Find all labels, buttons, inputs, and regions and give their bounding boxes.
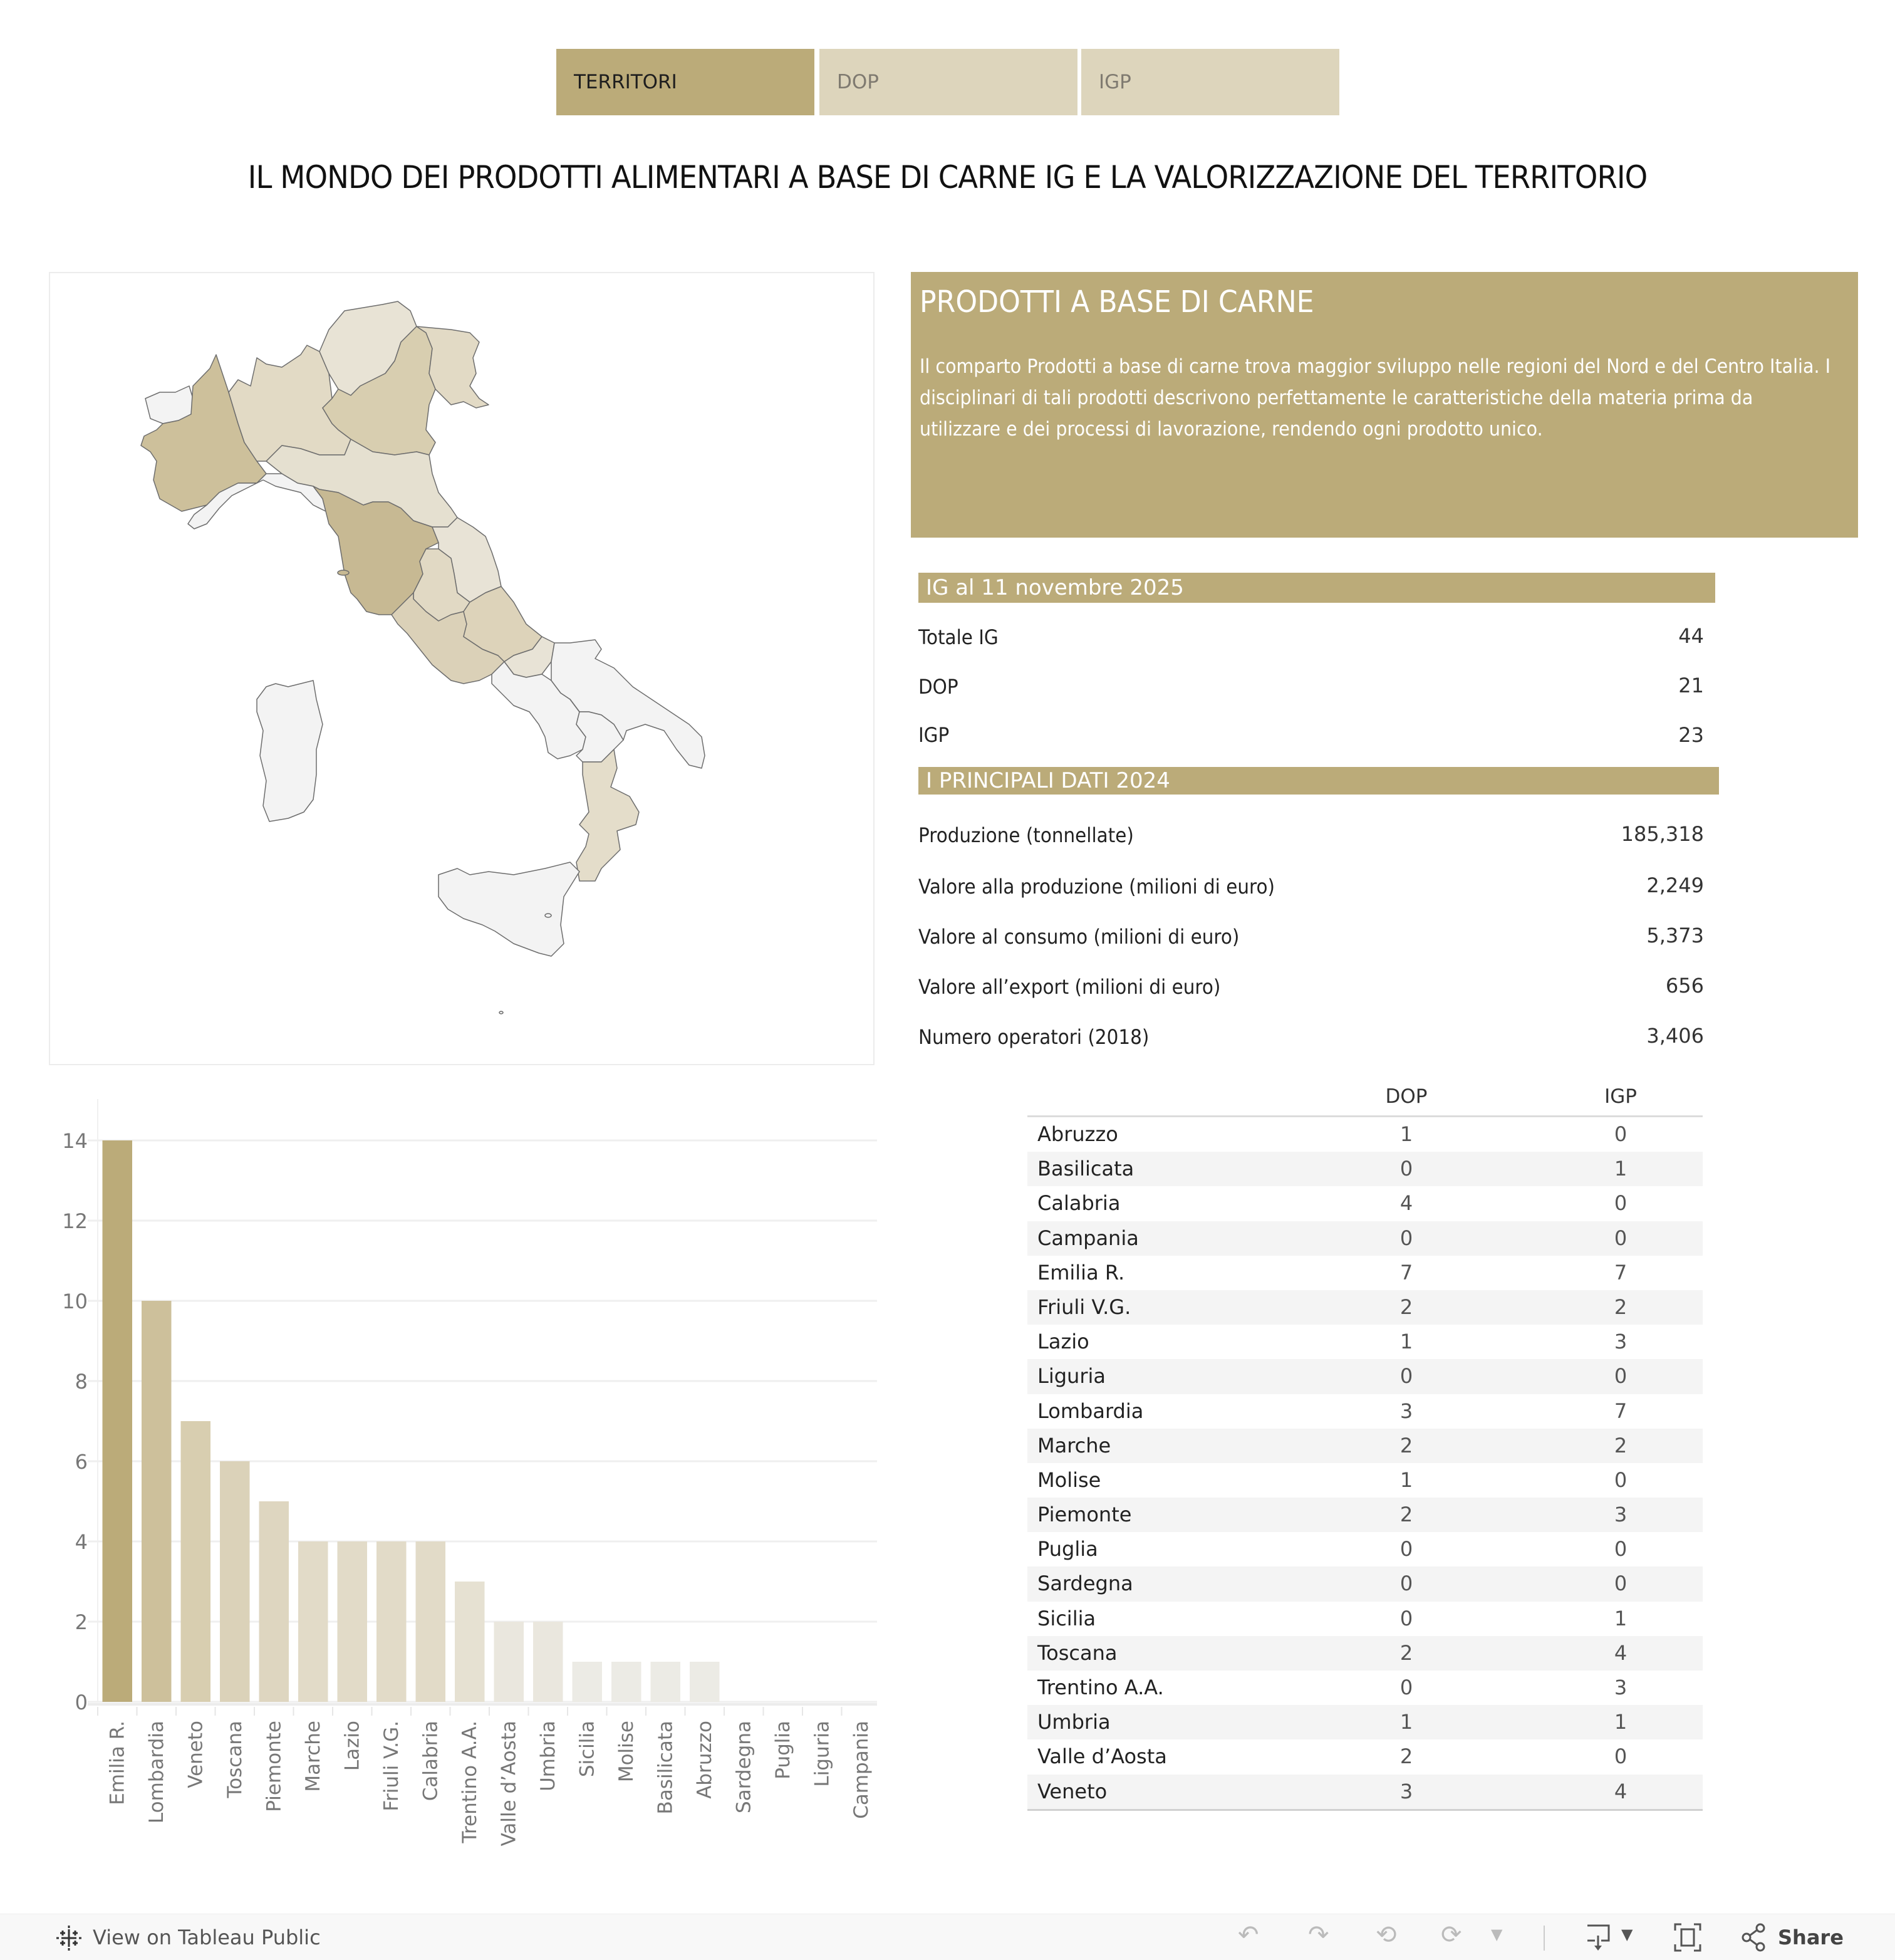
stat-label-igp: IGP — [918, 723, 950, 747]
region-name: Trentino A.A. — [1037, 1676, 1164, 1699]
redo-icon[interactable]: ↷ — [1308, 1921, 1329, 1949]
refresh-dropdown-icon[interactable]: ▼ — [1491, 1926, 1503, 1943]
ig-section-header — [918, 573, 1715, 603]
dati-section-title: I PRINCIPALI DATI 2024 — [926, 768, 1170, 793]
info-panel — [911, 272, 1858, 538]
dop-count: 3 — [1399, 1779, 1413, 1803]
info-heading: PRODOTTI A BASE DI CARNE — [920, 284, 1314, 320]
table-bottom-border — [1027, 1809, 1703, 1811]
dop-count: 0 — [1399, 1364, 1413, 1389]
region-name: Calabria — [1037, 1191, 1121, 1216]
dop-count: 0 — [1399, 1157, 1413, 1181]
y-tick-label: 6 — [75, 1450, 88, 1474]
x-category-label: Piemonte — [262, 1721, 286, 1812]
dop-count: 2 — [1399, 1744, 1413, 1769]
x-category-label: Toscana — [223, 1721, 246, 1798]
region-name: Valle d’Aosta — [1037, 1744, 1167, 1769]
bar[interactable] — [416, 1541, 446, 1702]
region-name: Sicilia — [1037, 1606, 1096, 1630]
y-tick-label: 14 — [62, 1129, 88, 1153]
x-category-label: Emilia R. — [106, 1721, 129, 1805]
x-category-label: Basilicata — [654, 1721, 677, 1815]
table-row[interactable] — [1027, 1705, 1703, 1739]
x-category-label: Lombardia — [145, 1721, 168, 1824]
igp-count: 2 — [1614, 1433, 1628, 1457]
region-name: Piemonte — [1037, 1503, 1132, 1527]
table-header — [1027, 1082, 1703, 1117]
table-row[interactable] — [1027, 1602, 1703, 1636]
tableau-toolbar — [0, 1914, 1895, 1960]
region-name: Molise — [1037, 1467, 1101, 1492]
x-category-label: Valle d’Aosta — [497, 1721, 521, 1847]
igp-count: 0 — [1614, 1364, 1628, 1389]
page-title: IL MONDO DEI PRODOTTI ALIMENTARI A BASE DI CARNE IG E LA VALORIZZAZIONE DEL TERRITORIO — [247, 159, 1648, 195]
dop-count: 3 — [1399, 1399, 1413, 1423]
x-category-label: Trentino A.A. — [458, 1721, 481, 1843]
region-name: Emilia R. — [1037, 1260, 1125, 1285]
dop-count: 0 — [1399, 1676, 1413, 1699]
share-icon[interactable] — [1742, 1923, 1767, 1952]
tab-label: TERRITORI — [574, 71, 677, 93]
y-tick-label: 12 — [62, 1209, 88, 1233]
y-tick-label: 8 — [75, 1370, 88, 1394]
region-sardegna[interactable] — [257, 680, 323, 821]
stat-value-igp: 23 — [1678, 723, 1704, 747]
igp-count: 0 — [1614, 1226, 1628, 1250]
fullscreen-icon[interactable] — [1674, 1923, 1701, 1952]
stat-value-dop: 21 — [1678, 674, 1704, 697]
bar[interactable] — [494, 1622, 524, 1702]
italy-map[interactable] — [49, 272, 875, 1065]
bar[interactable] — [220, 1461, 250, 1702]
bar[interactable] — [259, 1501, 289, 1702]
col-header-igp: IGP — [1604, 1085, 1637, 1108]
region-calabria[interactable] — [576, 749, 639, 881]
dati-value: 5,373 — [1646, 924, 1704, 947]
island-small — [545, 914, 551, 917]
bar[interactable] — [651, 1662, 681, 1702]
bar[interactable] — [338, 1541, 368, 1702]
island-small — [499, 1011, 503, 1014]
dati-value: 185,318 — [1621, 822, 1704, 846]
stat-value-totale: 44 — [1678, 624, 1704, 648]
region-name: Campania — [1037, 1226, 1139, 1250]
col-header-dop: DOP — [1385, 1085, 1428, 1108]
region-name: Lazio — [1037, 1330, 1089, 1354]
table-row[interactable] — [1027, 1566, 1703, 1601]
igp-count: 0 — [1614, 1122, 1628, 1146]
table-row[interactable] — [1027, 1775, 1703, 1809]
y-tick-label: 10 — [62, 1290, 88, 1313]
x-category-label: Sardegna — [732, 1721, 755, 1813]
dati-section-header — [918, 767, 1719, 795]
dop-count: 2 — [1399, 1640, 1413, 1665]
x-category-label: Sicilia — [576, 1721, 599, 1778]
stat-label-dop: DOP — [918, 675, 958, 699]
x-category-label: Abruzzo — [693, 1721, 716, 1799]
dati-label: Valore alla produzione (milioni di euro) — [918, 875, 1275, 899]
table-row[interactable] — [1027, 1671, 1703, 1705]
toolbar-divider — [1544, 1926, 1545, 1951]
dop-count: 0 — [1399, 1226, 1413, 1250]
x-category-label: Marche — [301, 1721, 324, 1792]
tab-dop[interactable] — [819, 49, 1077, 115]
region-name: Liguria — [1037, 1364, 1106, 1389]
region-name: Umbria — [1037, 1710, 1111, 1734]
dati-label: Produzione (tonnellate) — [918, 823, 1134, 847]
igp-count: 7 — [1614, 1260, 1628, 1285]
dop-count: 0 — [1399, 1537, 1413, 1561]
table-row[interactable] — [1027, 1498, 1703, 1532]
table-row[interactable] — [1027, 1463, 1703, 1498]
view-on-tableau-link[interactable]: View on Tableau Public — [93, 1926, 321, 1949]
bar[interactable] — [573, 1662, 603, 1702]
dati-value: 2,249 — [1646, 873, 1704, 897]
bar[interactable] — [455, 1582, 485, 1702]
x-category-label: Veneto — [184, 1721, 207, 1788]
bar[interactable] — [181, 1421, 211, 1702]
table-row[interactable] — [1027, 1532, 1703, 1566]
dati-value: 3,406 — [1646, 1024, 1704, 1048]
dati-label: Valore all’export (milioni di euro) — [918, 975, 1221, 999]
bar[interactable] — [298, 1541, 328, 1702]
bar[interactable] — [103, 1140, 133, 1702]
dati-label: Valore al consumo (milioni di euro) — [918, 925, 1240, 949]
igp-count: 3 — [1614, 1676, 1628, 1699]
download-dropdown-icon[interactable]: ▼ — [1621, 1926, 1633, 1943]
table-row[interactable] — [1027, 1186, 1703, 1221]
region-name: Basilicata — [1037, 1157, 1134, 1181]
stat-label-totale: Totale IG — [918, 625, 999, 649]
igp-count: 4 — [1614, 1779, 1628, 1803]
region-name: Veneto — [1037, 1779, 1108, 1803]
igp-count: 1 — [1614, 1710, 1628, 1734]
region-table — [1027, 1082, 1703, 1811]
tableau-logo-icon[interactable] — [55, 1924, 83, 1952]
dop-count: 2 — [1399, 1433, 1413, 1457]
igp-count: 0 — [1614, 1537, 1628, 1561]
download-icon[interactable] — [1585, 1923, 1611, 1952]
dop-count: 1 — [1399, 1122, 1413, 1146]
table-body — [1027, 1117, 1703, 1809]
y-tick-label: 2 — [75, 1610, 88, 1634]
bar[interactable] — [533, 1622, 563, 1702]
region-name: Sardegna — [1037, 1572, 1133, 1596]
dati-value: 656 — [1665, 974, 1704, 998]
table-row[interactable] — [1027, 1152, 1703, 1186]
x-category-label: Molise — [615, 1721, 638, 1783]
dop-count: 2 — [1399, 1295, 1413, 1319]
map-svg — [50, 273, 873, 1064]
x-category-label: Puglia — [771, 1721, 794, 1780]
table-row[interactable] — [1027, 1256, 1703, 1290]
dop-count: 4 — [1399, 1191, 1413, 1216]
igp-count: 0 — [1614, 1572, 1628, 1596]
dop-count: 0 — [1399, 1606, 1413, 1630]
refresh-icon[interactable]: ⟳ — [1441, 1921, 1462, 1949]
info-body: Il comparto Prodotti a base di carne trova maggior sviluppo nelle regioni del Nord e del Centro Italia. I disciplinari di tali prodotti descrivono perfettamente le caratteristiche della materia prima da utilizzare e dei processi di lavorazione, rendendo ogni prodotto unico. — [920, 355, 1831, 440]
region-name: Toscana — [1037, 1640, 1118, 1665]
tab-label: DOP — [837, 71, 879, 93]
island-elba — [338, 570, 349, 575]
dop-count: 1 — [1399, 1710, 1413, 1734]
igp-count: 4 — [1614, 1640, 1628, 1665]
bar[interactable] — [376, 1541, 407, 1702]
igp-count: 3 — [1614, 1503, 1628, 1527]
undo-icon[interactable]: ↶ — [1238, 1921, 1259, 1949]
y-tick-label: 0 — [75, 1691, 88, 1714]
igp-count: 1 — [1614, 1157, 1628, 1181]
table-row[interactable] — [1027, 1636, 1703, 1671]
igp-count: 7 — [1614, 1399, 1628, 1423]
igp-count: 0 — [1614, 1744, 1628, 1769]
share-button[interactable]: Share — [1778, 1926, 1844, 1949]
table-row[interactable] — [1027, 1359, 1703, 1394]
bar[interactable] — [142, 1301, 172, 1702]
bar[interactable] — [611, 1662, 641, 1702]
igp-count: 3 — [1614, 1330, 1628, 1354]
bar[interactable] — [690, 1662, 720, 1702]
x-category-label: Lazio — [341, 1721, 364, 1771]
table-row[interactable] — [1027, 1429, 1703, 1463]
dop-count: 1 — [1399, 1467, 1413, 1492]
table-row[interactable] — [1027, 1394, 1703, 1429]
dati-label: Numero operatori (2018) — [918, 1025, 1150, 1049]
table-row[interactable] — [1027, 1739, 1703, 1774]
revert-icon[interactable]: ⟲ — [1376, 1921, 1397, 1949]
region-name: Lombardia — [1037, 1399, 1144, 1423]
x-category-label: Campania — [849, 1721, 873, 1819]
x-category-label: Liguria — [811, 1721, 834, 1787]
x-category-label: Umbria — [536, 1721, 559, 1791]
igp-count: 2 — [1614, 1295, 1628, 1319]
region-name: Marche — [1037, 1433, 1111, 1457]
y-tick-label: 4 — [75, 1530, 88, 1554]
bar-chart — [38, 1090, 890, 1867]
ig-section-title: IG al 11 novembre 2025 — [926, 575, 1184, 600]
igp-count: 0 — [1614, 1191, 1628, 1216]
region-sicilia[interactable] — [439, 862, 579, 956]
igp-count: 0 — [1614, 1467, 1628, 1492]
region-name: Friuli V.G. — [1037, 1295, 1131, 1319]
igp-count: 1 — [1614, 1606, 1628, 1630]
region-name: Abruzzo — [1037, 1122, 1118, 1146]
region-name: Puglia — [1037, 1537, 1098, 1561]
dop-count: 2 — [1399, 1503, 1413, 1527]
table-row[interactable] — [1027, 1221, 1703, 1256]
x-category-label: Calabria — [419, 1721, 442, 1801]
x-category-label: Friuli V.G. — [380, 1721, 403, 1811]
tab-label: IGP — [1099, 71, 1131, 93]
dop-count: 0 — [1399, 1572, 1413, 1596]
dop-count: 1 — [1399, 1330, 1413, 1354]
table-row[interactable] — [1027, 1117, 1703, 1152]
tab-territori[interactable] — [556, 49, 814, 115]
tab-igp[interactable] — [1081, 49, 1339, 115]
table-row[interactable] — [1027, 1325, 1703, 1359]
dop-count: 7 — [1399, 1260, 1413, 1285]
table-row[interactable] — [1027, 1290, 1703, 1325]
